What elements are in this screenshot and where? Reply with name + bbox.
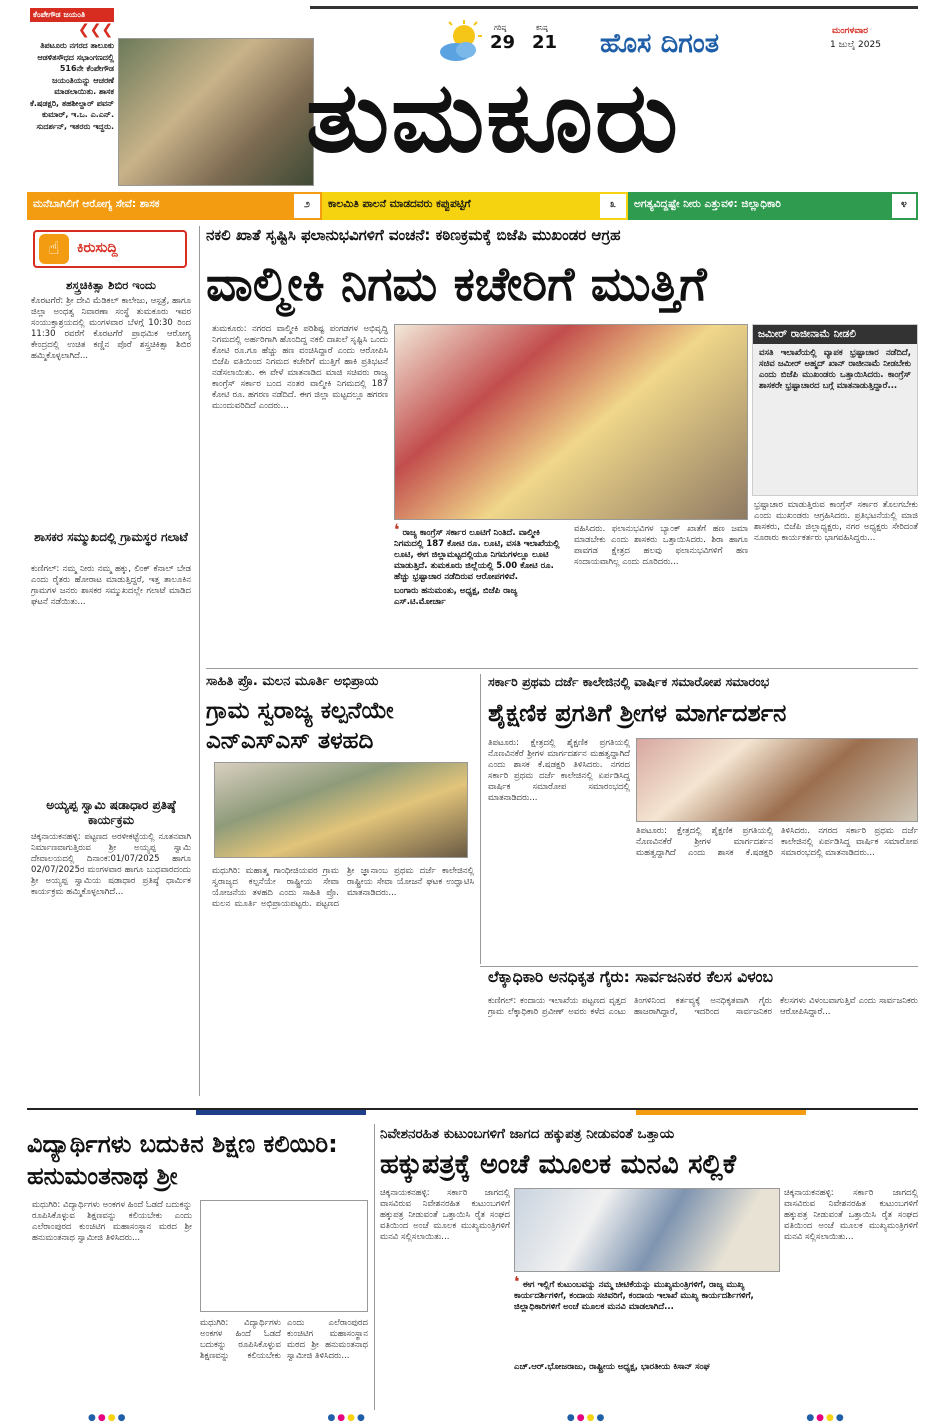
- chevrons-icon: ❮❮❮: [78, 22, 114, 38]
- weather-low-label: ಕನಿಷ್ಠ: [536, 24, 548, 32]
- section-divider: [206, 668, 918, 669]
- sidebar-box-title[interactable]: ಜಮೀರ್ ರಾಜೀನಾಮೆ ನೀಡಲಿ: [753, 325, 917, 344]
- brief-1-title[interactable]: ಶಸ್ತ್ರಚಿಕಿತ್ಸಾ ಶಿಬಿರ ಇಂದು: [66, 278, 156, 292]
- kicker-tag: ಕೆಂಪೇಗೌಡ ಜಯಂತಿ: [30, 8, 114, 22]
- brief-2-body: ಕುಣಿಗಲ್: ನಮ್ಮ ನೀರು ನಮ್ಮ ಹಕ್ಕು, ಲಿಂಕ್ ಕೆನಾಲ್ ಬೇಡ ಎಂದು ರೈತರು ಹೋರಾಟ ಮಾಡುತ್ತಿದ್ದರೆ, ಇತ್ತ ತಾಲೂಕಿನ ಗ್ರಾಮಗಳ ಜನರು ಶಾಸಕರ ಸಮ್ಮುಖದಲ್ಲೇ ಗಲಾಟೆ ಮಾಡಿದ ಘಟನೆ ನಡೆಯಿತು...: [31, 564, 191, 607]
- story4-body: ಕುಣಿಗಲ್: ಕಂದಾಯ ಇಲಾಖೆಯ ಪಟ್ಟಣದ ವೃತ್ತದ ಗ್ರಾಮ ಲೆಕ್ಕಾಧಿಕಾರಿ ಪ್ರವೀಣ್ ಅವರು ಕಳೆದ ಎಂಟು ತಿಂಗಳಿನಿಂದ ಕರ್ತವ್ಯಕ್ಕೆ ಅನಧಿಕೃತವಾಗಿ ಗೈರು ಹಾಜರಾಗಿದ್ದಾರೆ, ಇದರಿಂದ ಸಾರ್ವಜನಿಕರ ಕೆಲಸಗಳು ವಿಳಂಬವಾಗುತ್ತಿವೆ ಎಂದು ಸಾರ್ವಜನಿಕರು ಆರೋಪಿಸಿದ್ದಾರೆ...: [488, 996, 918, 1017]
- story3-photo: [636, 738, 918, 822]
- registration-marks: ●●●● ●●●● ●●●● ●●●●: [88, 1413, 846, 1423]
- story6-photo: [514, 1188, 780, 1272]
- issue-day: ಮಂಗಳವಾರ: [832, 26, 869, 36]
- story2-body: ಮಧುಗಿರಿ: ಮಹಾತ್ಮ ಗಾಂಧೀಜಿಯವರ ಗ್ರಾಮ ಸ್ವರಾಜ್ಯದ ಕಲ್ಪನೆಯೇ ರಾಷ್ಟ್ರೀಯ ಸೇವಾ ಯೋಜನೆಯ ತಳಹದಿ ಎಂದು ಸಾಹಿತಿ ಪ್ರೊ. ಮಲನ ಮೂರ್ತಿ ಅಭಿಪ್ರಾಯಪಟ್ಟರು. ಪಟ್ಟಣದ ಶ್ರೀ ಜ್ಞಾನಾಂಬ ಪ್ರಥಮ ದರ್ಜೆ ಕಾಲೇಜಿನಲ್ಲಿ ರಾಷ್ಟ್ರೀಯ ಸೇವಾ ಯೋಜನೆ ಘಟಕ ಉದ್ಘಾಟಿಸಿ ಮಾತನಾಡಿದರು...: [212, 866, 474, 909]
- kirusuddi-logo: [33, 230, 187, 268]
- hand-icon: ☝: [39, 234, 69, 264]
- story6-quote: [514, 1276, 780, 1360]
- quote-icon: ❛: [394, 520, 400, 539]
- lead-kicker: ನಕಲಿ ಖಾತೆ ಸೃಷ್ಟಿಸಿ ಫಲಾನುಭವಿಗಳಿಗೆ ವಂಚನೆ: ಕಠಿಣಕ್ರಮಕ್ಕೆ ಬಿಜೆಪಿ ಮುಖಂಡರ ಆಗ್ರಹ: [206, 226, 621, 244]
- sidebar-box-body: ವಸತಿ ಇಲಾಖೆಯಲ್ಲಿ ವ್ಯಾಪಕ ಭ್ರಷ್ಟಾಚಾರ ನಡೆದಿದೆ, ಸಚಿವ ಜಮೀರ್ ಅಹ್ಮದ್ ಖಾನ್ ರಾಜೀನಾಮೆ ನೀಡಬೇಕು ಎಂದು ಬಿಜೆಪಿ ಮುಖಂಡರು ಒತ್ತಾಯಿಸಿದರು. ಕಾಂಗ್ರೆಸ್ ಶಾಸಕರೇ ಭ್ರಷ್ಟಾಚಾರದ ಬಗ್ಗೆ ಮಾತನಾಡುತ್ತಿದ್ದಾರೆ...: [759, 348, 911, 391]
- brief-2-title[interactable]: ಶಾಸಕರ ಸಮ್ಮುಖದಲ್ಲಿ ಗ್ರಾಮಸ್ಥರ ಗಲಾಟೆ: [34, 530, 188, 544]
- ticker-item-3[interactable]: ಅಗತ್ಯವಿದ್ದಷ್ಟೇ ನೀರು ಎತ್ತುವಳಿ: ಜಿಲ್ಲಾಧಿಕಾರಿ: [628, 192, 890, 220]
- story3-headline[interactable]: ಶೈಕ್ಷಣಿಕ ಪ್ರಗತಿಗೆ ಶ್ರೀಗಳ ಮಾರ್ಗದರ್ಶನ: [488, 699, 787, 727]
- index-ticker: [27, 192, 918, 220]
- kirusuddi-label: ಕಿರುಸುದ್ದಿ: [77, 240, 118, 256]
- divider-bar-blue: [196, 1110, 366, 1115]
- quote-icon-2: ❛: [514, 1276, 520, 1291]
- ticker-page-1: ೨: [292, 192, 322, 220]
- brief-1-body: ಕೊರಟಗೆರೆ: ಶ್ರೀ ದೇವಿ ಮೆಡಿಕಲ್ ಕಾಲೇಜು, ಆಸ್ಪತ್ರೆ, ಹಾಗೂ ಜಿಲ್ಲಾ ಅಂಧತ್ವ ನಿವಾರಣಾ ಸಂಸ್ಥೆ ತುಮಕೂರು ಇವರ ಸಂಯುಕ್ತಾಶ್ರಯದಲ್ಲಿ ಮಂಗಳವಾರ ಬೆಳಗ್ಗೆ 10:30 ರಿಂದ 11:30 ರವರೆಗೆ ಕೊರಟಗೆರೆ ಪ್ರಾಥಮಿಕ ಆರೋಗ್ಯ ಕೇಂದ್ರದಲ್ಲಿ ಉಚಿತ ಕಣ್ಣಿನ ಪೊರೆ ಶಸ್ತ್ರಚಿಕಿತ್ಸಾ ಶಿಬಿರ ಹಮ್ಮಿಕೊಳ್ಳಲಾಗಿದೆ...: [31, 296, 191, 361]
- column-divider-2: [480, 674, 481, 964]
- weather-high-label: ಗರಿಷ್ಠ: [494, 24, 507, 32]
- section-divider-2: [480, 966, 918, 967]
- brief-3-title[interactable]: ಅಯ್ಯಪ್ಪ ಸ್ವಾಮಿ ಷಡಾಧಾರ ಪ್ರತಿಷ್ಠೆ ಕಾರ್ಯಕ್ರಮ: [46, 798, 176, 827]
- story6-kicker: ನಿವೇಶನರಹಿತ ಕುಟುಂಬಗಳಿಗೆ ಜಾಗದ ಹಕ್ಕುಪತ್ರ ನೀಡುವಂತೆ ಒತ್ತಾಯ: [380, 1126, 675, 1142]
- story6-quote-text: ಈಗ ಇಲ್ಲಿಗೆ ಕುಟುಂಬವನ್ನು ನಮ್ಮ ಚೀಟಿಕೆಯನ್ನು ಮುಖ್ಯಮಂತ್ರಿಗಳಿಗೆ, ರಾಜ್ಯ ಮುಖ್ಯ ಕಾರ್ಯದರ್ಶಿಗಳಿಗೆ, ಕಂದಾಯ ಸಚಿವರಿಗೆ, ಕಂದಾಯ ಇಲಾಖೆ ಮುಖ್ಯ ಕಾರ್ಯದರ್ಶಿಗಳಿಗೆ, ಜಿಲ್ಲಾಧಿಕಾರಿಗಳಿಗೆ ಅಂಚೆ ಮೂಲಕ ಮನವಿ ಮಾಡಲಾಗಿದೆ...: [514, 1280, 754, 1312]
- weather-low: 21: [532, 32, 558, 53]
- story3-kicker: ಸರ್ಕಾರಿ ಪ್ರಥಮ ದರ್ಜೆ ಕಾಲೇಜಿನಲ್ಲಿ ವಾರ್ಷಿಕ ಸಮಾರೋಪ ಸಮಾರಂಭ: [488, 674, 770, 689]
- story5-body-2: ಮಧುಗಿರಿ: ವಿದ್ಯಾರ್ಥಿಗಳು ಅಂಕಗಳ ಹಿಂದೆ ಓಡದೆ ಬದುಕನ್ನು ರೂಪಿಸಿಕೊಳ್ಳುವ ಶಿಕ್ಷಣವನ್ನು ಕಲಿಯಬೇಕು ಎಂದು ಎಲೆರಾಂಪುರದ ಕುಂಚಿಟಿಗ ಮಹಾಸಂಸ್ಥಾನ ಮಠದ ಶ್ರೀ ಹನುಮಂತನಾಥ ಸ್ವಾಮೀಜಿ ತಿಳಿಸಿದರು...: [200, 1318, 368, 1361]
- story5-photo: [200, 1200, 368, 1312]
- ticker-item-1[interactable]: ಮನೆಬಾಗಿಲಿಗೆ ಆರೋಗ್ಯ ಸೇವೆ: ಶಾಸಕ: [27, 192, 292, 220]
- column-divider-3: [374, 1124, 375, 1410]
- ticker-item-2[interactable]: ಕಾಲಮಿತಿ ಪಾಲನೆ ಮಾಡದವರು ಕಪ್ಪುಪಟ್ಟಿಗೆ: [322, 192, 598, 220]
- lead-quote: [394, 520, 570, 654]
- ticker-page-2: ೩: [598, 192, 628, 220]
- city-title: ತುಮಕೂರು: [306, 61, 680, 175]
- sidebar-after: ಭ್ರಷ್ಟಾಚಾರ ಮಾಡುತ್ತಿರುವ ಕಾಂಗ್ರೆಸ್ ಸರ್ಕಾರ ತೊಲಗಬೇಕು ಎಂದು ಮುಖಂಡರು ಆಗ್ರಹಿಸಿದರು. ಪ್ರತಿಭಟನೆಯಲ್ಲಿ ಮಾಜಿ ಶಾಸಕರು, ಬಿಜೆಪಿ ಜಿಲ್ಲಾಧ್ಯಕ್ಷರು, ನಗರ ಅಧ್ಯಕ್ಷರು ಸೇರಿದಂತೆ ನೂರಾರು ಕಾರ್ಯಕರ್ತರು ಭಾಗವಹಿಸಿದ್ದರು...: [754, 500, 918, 543]
- story4-headline[interactable]: ಲೆಕ್ಕಾಧಿಕಾರಿ ಅನಧಿಕೃತ ಗೈರು: ಸಾರ್ವಜನಿಕರ ಕೆಲಸ ವಿಳಂಬ: [488, 968, 774, 986]
- lead-body-2: ವಹಿಸಿದರು. ಫಲಾನುಭವಿಗಳ ಬ್ಯಾಂಕ್ ಖಾತೆಗೆ ಹಣ ಜಮಾ ಮಾಡಬೇಕು ಎಂದು ಶಾಸಕರು ಒತ್ತಾಯಿಸಿದರು. ಶಿರಾ ಹಾಗೂ ಪಾವಗಡ ಕ್ಷೇತ್ರದ ಹಲವು ಫಲಾನುಭವಿಗಳಿಗೆ ಹಣ ಸಂದಾಯವಾಗಿಲ್ಲ ಎಂದು ದೂರಿದರು...: [574, 524, 748, 567]
- story3-body-2: ತಿಪಟೂರು: ಕ್ಷೇತ್ರದಲ್ಲಿ ಶೈಕ್ಷಣಿಕ ಪ್ರಗತಿಯಲ್ಲಿ ನೊಣವಿನಕೆರೆ ಶ್ರೀಗಳ ಮಾರ್ಗದರ್ಶನ ಮಹತ್ವದ್ದಾಗಿದೆ ಎಂದು ಶಾಸಕ ಕೆ.ಷಡಕ್ಷರಿ ತಿಳಿಸಿದರು. ನಗರದ ಸರ್ಕಾರಿ ಪ್ರಥಮ ದರ್ಜೆ ಕಾಲೇಜಿನಲ್ಲಿ ಏರ್ಪಡಿಸಿದ್ದ ವಾರ್ಷಿಕ ಸಮಾರೋಪ ಸಮಾರಂಭದಲ್ಲಿ ಮಾತನಾಡಿದರು...: [636, 826, 918, 858]
- sidebar-box: [752, 324, 918, 496]
- story6-headline[interactable]: ಹಕ್ಕುಪತ್ರಕ್ಕೆ ಅಂಚೆ ಮೂಲಕ ಮನವಿ ಸಲ್ಲಿಕೆ: [380, 1149, 737, 1180]
- lead-body: ತುಮಕೂರು: ನಗರದ ವಾಲ್ಮೀಕಿ ಪರಿಶಿಷ್ಟ ಪಂಗಡಗಳ ಅಭಿವೃದ್ಧಿ ನಿಗಮದಲ್ಲಿ ಅರ್ಹರಿಗಾಗಿ ಹೊಂದಿದ್ದ ನಕಲಿ ದಾಖಲೆ ಸೃಷ್ಟಿಸಿ ಒಂದು ಕೋಟಿ ರೂ.ಗೂ ಹೆಚ್ಚು ಹಣ ವಂಚಿಸಿದ್ದಾರೆ ಎಂದು ಆರೋಪಿಸಿ ಬಿಜೆಪಿ ವತಿಯಿಂದ ನಿಗಮದ ಕಚೇರಿಗೆ ಮುತ್ತಿಗೆ ಹಾಕಿ ಪ್ರತಿಭಟನೆ ನಡೆಸಲಾಯಿತು. ಈ ವೇಳೆ ಮಾತನಾಡಿದ ಮಾಜಿ ಸಚಿವರು ರಾಜ್ಯ ಕಾಂಗ್ರೆಸ್ ಸರ್ಕಾರ ಬಂದ ನಂತರ ವಾಲ್ಮೀಕಿ ನಿಗಮದಲ್ಲಿ 187 ಕೋಟಿ ರೂ. ಹಗರಣ ನಡೆದಿದೆ. ಈಗ ಜಿಲ್ಲಾ ಮಟ್ಟದಲ್ಲೂ ಹಗರಣ ಮುಂದುವರಿದಿದೆ ಎಂದರು...: [212, 324, 388, 411]
- issue-date: 1 ಜುಲೈ 2025: [830, 40, 881, 50]
- photo-caption: ತಿಪಟೂರು ನಗರದ ತಾಲೂಕು ಆಡಳಿತಸೌಧದ ಸಭಾಂಗಣದಲ್ಲಿ 516ನೇ ಕೆಂಪೇಗೌಡ ಜಯಂತಿಯನ್ನು ಆಚರಣೆ ಮಾಡಲಾಯಿತು. ಶಾಸಕ ಕೆ.ಷಡಕ್ಷರಿ, ತಹಶೀಲ್ದಾರ್ ಪವನ್ ಕುಮಾರ್, ಇ.ಒ. ಎ.ಎನ್. ಸುದರ್ಶನ್, ಇತರರು ಇದ್ದರು.: [30, 41, 114, 131]
- story6-body: ಚಿಕ್ಕನಾಯಕನಹಳ್ಳಿ: ಸರ್ಕಾರಿ ಜಾಗದಲ್ಲಿ ವಾಸವಿರುವ ನಿವೇಶನರಹಿತ ಕುಟುಂಬಗಳಿಗೆ ಹಕ್ಕುಪತ್ರ ನೀಡುವಂತೆ ಒತ್ತಾಯಿಸಿ ರೈತ ಸಂಘದ ವತಿಯಿಂದ ಅಂಚೆ ಮೂಲಕ ಮುಖ್ಯಮಂತ್ರಿಗಳಿಗೆ ಮನವಿ ಸಲ್ಲಿಸಲಾಯಿತು...: [380, 1188, 510, 1242]
- paper-logo: ಹೊಸ ದಿಗಂತ: [600, 28, 720, 59]
- kirusuddi-column: [27, 226, 195, 1096]
- story5-body: ಮಧುಗಿರಿ: ವಿದ್ಯಾರ್ಥಿಗಳು ಅಂಕಗಳ ಹಿಂದೆ ಓಡದೆ ಬದುಕನ್ನು ರೂಪಿಸಿಕೊಳ್ಳುವ ಶಿಕ್ಷಣವನ್ನು ಕಲಿಯಬೇಕು ಎಂದು ಎಲೆರಾಂಪುರದ ಕುಂಚಿಟಿಗ ಮಹಾಸಂಸ್ಥಾನ ಮಠದ ಶ್ರೀ ಹನುಮಂತನಾಥ ಸ್ವಾಮೀಜಿ ತಿಳಿಸಿದರು...: [32, 1200, 192, 1243]
- story2-headline[interactable]: ಗ್ರಾಮ ಸ್ವರಾಜ್ಯ ಕಲ್ಪನೆಯೇ ಎನ್‌ಎಸ್‌ಎಸ್ ತಳಹದಿ: [206, 698, 394, 754]
- lead-quote-author: ಬಂಗಾರು ಹನುಮಂತು, ಅಧ್ಯಕ್ಷ, ಬಿಜೆಪಿ ರಾಜ್ಯ ಎಸ್.ಟಿ.ಮೋರ್ಚಾ: [394, 586, 518, 607]
- story5-headline[interactable]: ವಿದ್ಯಾರ್ಥಿಗಳು ಬದುಕಿನ ಶಿಕ್ಷಣ ಕಲಿಯಿರಿ: ಹನುಮಂತನಾಥ ಶ್ರೀ: [27, 1130, 338, 1190]
- story6-quote-author: ಎಚ್.ಆರ್.ಭೋಜರಾಜು, ರಾಷ್ಟ್ರೀಯ ಅಧ್ಯಕ್ಷ, ಭಾರತೀಯ ಕಿಸಾನ್ ಸಂಘ: [514, 1362, 710, 1372]
- top-photo-story: [26, 8, 316, 186]
- column-divider: [199, 226, 200, 1096]
- lead-headline[interactable]: ವಾಲ್ಮೀಕಿ ನಿಗಮ ಕಚೇರಿಗೆ ಮುತ್ತಿಗೆ: [206, 257, 707, 312]
- top-photo: [118, 38, 314, 186]
- lead-photo: [394, 324, 748, 520]
- weather-high: 29: [490, 32, 516, 53]
- story2-kicker: ಸಾಹಿತಿ ಪ್ರೊ. ಮಲನ ಮೂರ್ತಿ ಅಭಿಪ್ರಾಯ: [206, 674, 379, 689]
- masthead: [306, 14, 918, 184]
- brief-3-body: ಚಿಕ್ಕನಾಯಕನಹಳ್ಳಿ: ಪಟ್ಟಣದ ಅರಳೀಕಟ್ಟೆಯಲ್ಲಿ ನೂತನವಾಗಿ ನಿರ್ಮಾಣವಾಗುತ್ತಿರುವ ಶ್ರೀ ಅಯ್ಯಪ್ಪ ಸ್ವಾಮಿ ದೇವಾಲಯದಲ್ಲಿ ದಿನಾಂಕ:01/07/2025 ಹಾಗೂ 02/07/2025ರ ಮಂಗಳವಾರ ಹಾಗೂ ಬುಧವಾರದಂದು ಶ್ರೀ ಅಯ್ಯಪ್ಪ ಸ್ವಾಮಿಯ ಷಡಾಧಾರ ಪ್ರತಿಷ್ಠೆ ಧಾರ್ಮಿಕ ಕಾರ್ಯಕ್ರಮ ಹಮ್ಮಿಕೊಳ್ಳಲಾಗಿದೆ...: [31, 832, 191, 897]
- ticker-page-3: ೪: [890, 192, 918, 220]
- lead-quote-text: ರಾಜ್ಯ ಕಾಂಗ್ರೆಸ್ ಸರ್ಕಾರ ಲೂಟಿಗೆ ನಿಂತಿದೆ. ವಾಲ್ಮೀಕಿ ನಿಗಮದಲ್ಲಿ 187 ಕೋಟಿ ರೂ. ಲೂಟಿ, ವಸತಿ ಇಲಾಖೆಯಲ್ಲಿ ಲೂಟಿ, ಈಗ ಜಿಲ್ಲಾಮಟ್ಟದಲ್ಲಿಯೂ ನಿಗಮಗಳಲ್ಲೂ ಲೂಟಿ ಮಾಡುತ್ತಿದೆ. ತುಮಕೂರು ಜಿಲ್ಲೆಯಲ್ಲಿ 5.00 ಕೋಟಿ ರೂ. ಹೆಚ್ಚು ಭ್ರಷ್ಟಾಚಾರ ನಡೆದಿರುವ ಆರೋಪಗಳಿವೆ.: [394, 528, 560, 582]
- story3-body: ತಿಪಟೂರು: ಕ್ಷೇತ್ರದಲ್ಲಿ ಶೈಕ್ಷಣಿಕ ಪ್ರಗತಿಯಲ್ಲಿ ನೊಣವಿನಕೆರೆ ಶ್ರೀಗಳ ಮಾರ್ಗದರ್ಶನ ಮಹತ್ವದ್ದಾಗಿದೆ ಎಂದು ಶಾಸಕ ಕೆ.ಷಡಕ್ಷರಿ ತಿಳಿಸಿದರು. ನಗರದ ಸರ್ಕಾರಿ ಪ್ರಥಮ ದರ್ಜೆ ಕಾಲೇಜಿನಲ್ಲಿ ಏರ್ಪಡಿಸಿದ್ದ ವಾರ್ಷಿಕ ಸಮಾರೋಪ ಸಮಾರಂಭದಲ್ಲಿ ಮಾತನಾಡಿದರು...: [488, 738, 630, 803]
- story6-body-2: ಚಿಕ್ಕನಾಯಕನಹಳ್ಳಿ: ಸರ್ಕಾರಿ ಜಾಗದಲ್ಲಿ ವಾಸವಿರುವ ನಿವೇಶನರಹಿತ ಕುಟುಂಬಗಳಿಗೆ ಹಕ್ಕುಪತ್ರ ನೀಡುವಂತೆ ಒತ್ತಾಯಿಸಿ ರೈತ ಸಂಘದ ವತಿಯಿಂದ ಅಂಚೆ ಮೂಲಕ ಮುಖ್ಯಮಂತ್ರಿಗಳಿಗೆ ಮನವಿ ಸಲ್ಲಿಸಲಾಯಿತು...: [784, 1188, 918, 1242]
- divider-bar-orange: [636, 1110, 806, 1115]
- story2-photo: [214, 762, 468, 858]
